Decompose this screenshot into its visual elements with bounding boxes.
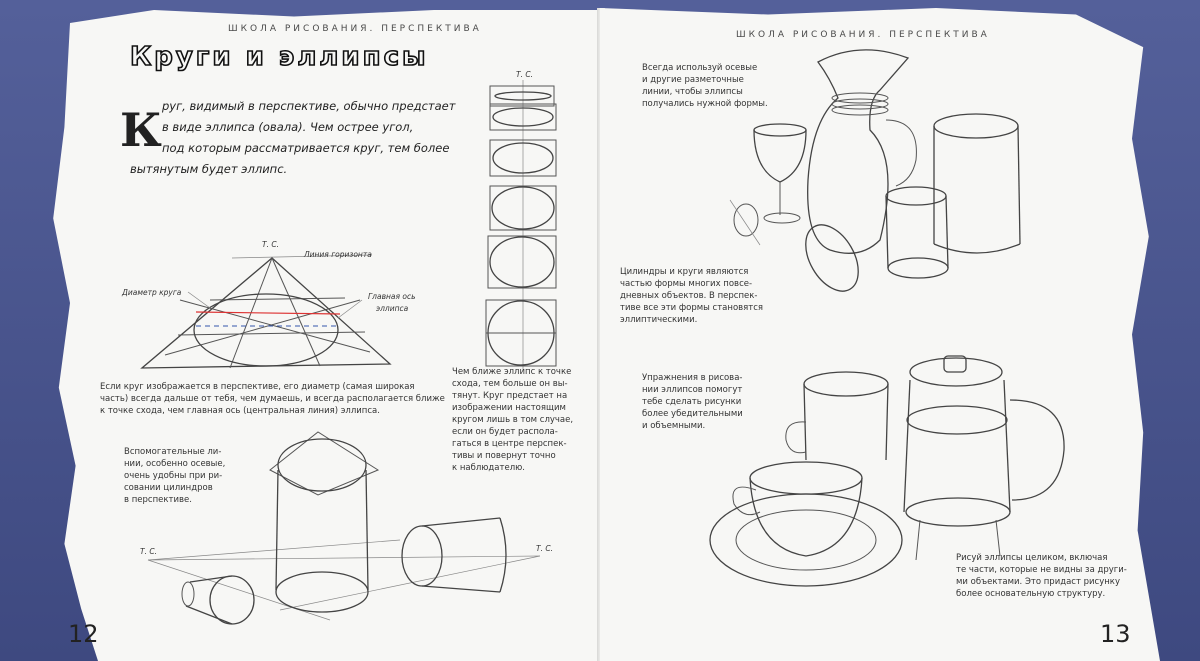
press-base bbox=[906, 498, 1010, 526]
caption-line: ми объектами. Это придаст рисунку bbox=[956, 577, 1120, 587]
caption-line: Вспомогательные ли- bbox=[124, 447, 222, 457]
caption-line: в перспективе. bbox=[124, 495, 192, 505]
caption-line: тянут. Круг предстает на bbox=[452, 391, 568, 401]
caption-line: более убедительными bbox=[642, 409, 743, 419]
main-axis-label-1: Главная ось bbox=[368, 292, 416, 301]
caption-line: совании цилиндров bbox=[124, 483, 213, 493]
caption-draw-whole bbox=[956, 552, 1127, 600]
horizon-label: Линия горизонта bbox=[304, 250, 372, 259]
caption-line: и другие разметочные bbox=[642, 75, 744, 85]
tower-vanishing-point-label: Т. С. bbox=[516, 70, 533, 79]
vanishing-point-label: Т. С. bbox=[262, 240, 279, 249]
caption-line: Упражнения в рисова- bbox=[642, 373, 743, 383]
intro-dropcap: К bbox=[120, 103, 162, 157]
caption-line: Если круг изображается в перспективе, его диаметр (самая широкая bbox=[100, 382, 415, 392]
page-title: Круги и эллипсы bbox=[130, 42, 429, 72]
press-leg bbox=[916, 520, 920, 560]
caption-line: и объемными. bbox=[642, 421, 706, 431]
caption-line: тивы и повернут точно bbox=[452, 451, 556, 461]
saucer bbox=[710, 494, 902, 586]
vanishing-point-right-label: Т. С. bbox=[536, 544, 553, 553]
mug-top bbox=[804, 372, 888, 396]
caption-line: изображении настоящим bbox=[452, 403, 566, 413]
teacup-rim bbox=[750, 462, 862, 494]
mug-side bbox=[886, 384, 888, 460]
caption-line: тиве все эти формы становятся bbox=[620, 303, 764, 313]
caption-line: если он будет распола- bbox=[452, 427, 558, 437]
left-page-header: ШКОЛА РИСОВАНИЯ. ПЕРСПЕКТИВА bbox=[228, 24, 482, 34]
press-leg bbox=[996, 520, 1000, 556]
caption-line: тебе сделать рисунки bbox=[642, 397, 742, 407]
caption-line: часть) всегда дальше от тебя, чем думаешь, и всегда располагается ближе bbox=[100, 394, 445, 404]
page-number-left: 12 bbox=[68, 620, 99, 648]
caption-line: частью формы многих повсе- bbox=[620, 279, 753, 289]
caption-line: к наблюдателю. bbox=[452, 463, 525, 473]
right-page-header: ШКОЛА РИСОВАНИЯ. ПЕРСПЕКТИВА bbox=[736, 30, 990, 40]
caption-line: Рисуй эллипсы целиком, включая bbox=[956, 553, 1108, 563]
intro-line: в виде эллипса (овала). Чем острее угол, bbox=[162, 120, 414, 134]
mug-handle bbox=[786, 422, 806, 453]
caption-line: дневных объектов. В перспек- bbox=[620, 291, 758, 301]
press-band bbox=[907, 406, 1007, 434]
press-handle bbox=[1010, 400, 1064, 500]
caption-line: к точке схода, чем главная ось (центральная линия) эллипса. bbox=[100, 406, 380, 416]
caption-line: гаться в центре перспек- bbox=[452, 439, 567, 449]
page-number-right: 13 bbox=[1100, 620, 1131, 648]
caption-line: линии, чтобы эллипсы bbox=[642, 87, 743, 97]
caption-line: более основательную структуру. bbox=[956, 589, 1106, 599]
caption-line: очень удобны при ри- bbox=[124, 471, 223, 481]
caption-line: нии, особенно осевые, bbox=[124, 459, 226, 469]
caption-line: Чем ближе эллипс к точке bbox=[452, 367, 572, 377]
diameter-label: Диаметр круга bbox=[122, 288, 182, 297]
caption-line: те части, которые не видны за други- bbox=[956, 565, 1127, 575]
press-side bbox=[904, 380, 910, 512]
saucer-inner bbox=[736, 510, 876, 570]
vanishing-point-left-label: Т. С. bbox=[140, 547, 157, 556]
caption-line: схода, тем больше он вы- bbox=[452, 379, 568, 389]
caption-line: эллиптическими. bbox=[620, 315, 698, 325]
intro-line: под которым рассматривается круг, тем более bbox=[162, 141, 450, 155]
caption-line: нии эллипсов помогут bbox=[642, 385, 743, 395]
intro-line: вытянутым будет эллипс. bbox=[130, 162, 288, 176]
intro-line: руг, видимый в перспективе, обычно предстает bbox=[162, 99, 456, 113]
caption-line: Всегда используй осевые bbox=[642, 63, 758, 73]
caption-line: получались нужной формы. bbox=[642, 99, 768, 109]
press-side bbox=[1004, 380, 1010, 512]
caption-line: Цилиндры и круги являются bbox=[620, 267, 749, 277]
main-axis-label-2: эллипса bbox=[376, 304, 409, 313]
caption-line: кругом лишь в том случае, bbox=[452, 415, 574, 425]
